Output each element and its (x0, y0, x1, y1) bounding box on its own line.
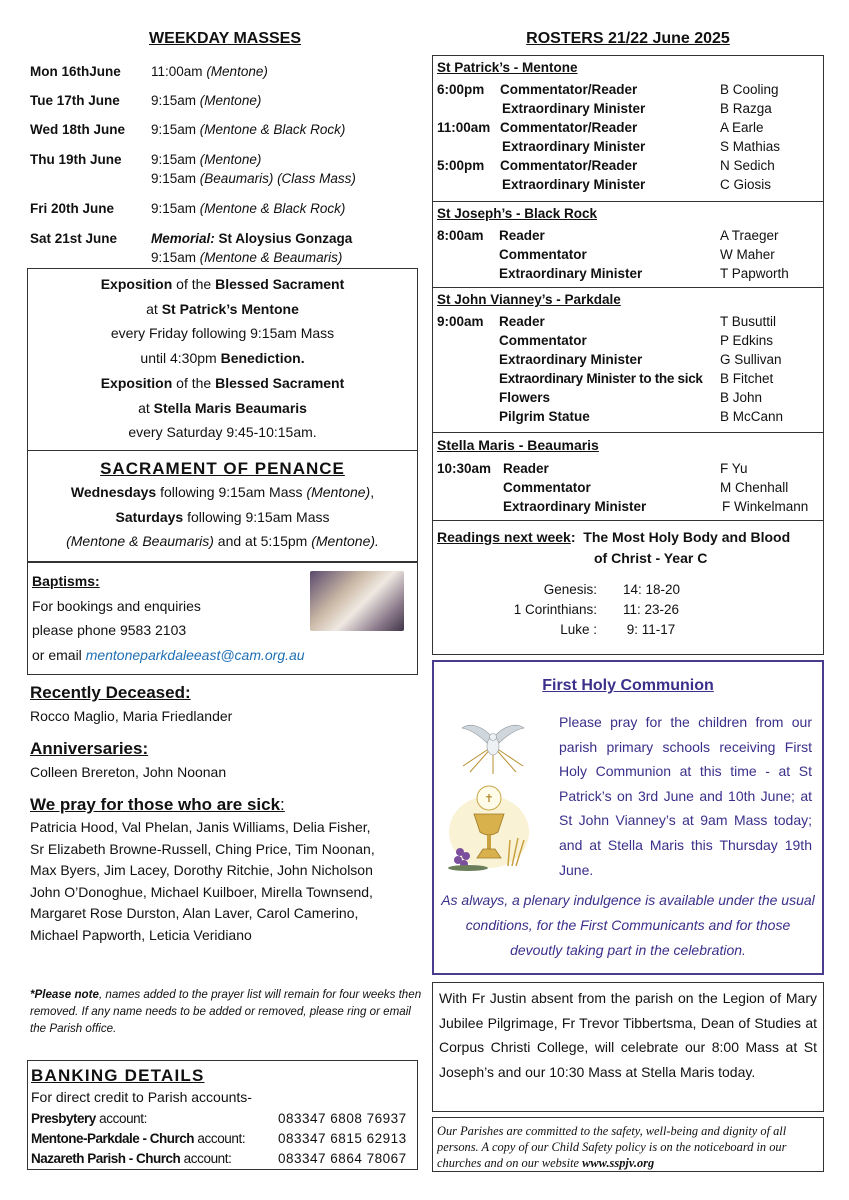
sick-list (30, 817, 425, 946)
roster-name: M Chenhall (720, 480, 789, 495)
roster-role: Reader (503, 461, 549, 476)
sick-heading (30, 795, 285, 815)
roster-name: T Papworth (720, 266, 789, 281)
penance-box (27, 450, 418, 562)
place: (Mentone & Beaumaris) (66, 533, 214, 549)
roster-name: B Razga (720, 101, 772, 116)
baptisms-box (27, 562, 418, 675)
mass-place: (Mentone) (206, 64, 268, 79)
text: at (146, 300, 162, 317)
note-label: *Please note (30, 988, 99, 1001)
weekday-masses-title: WEEKDAY MASSES (148, 30, 302, 47)
roster-role: Reader (499, 228, 545, 243)
roster-name: S Mathias (720, 139, 781, 154)
roster-role: Extraordinary Minister (502, 139, 646, 154)
reading-book: Luke : (560, 622, 597, 637)
bank-row (31, 1129, 411, 1149)
mass-day: Tue 17th June (30, 93, 120, 108)
roster-role: Pilgrim Statue (499, 409, 590, 424)
memorial-label: Memorial: (151, 231, 215, 246)
roster-role: Commentator (499, 247, 587, 262)
sick-line: Michael Papworth, Leticia Veridiano (30, 926, 252, 943)
place: (Mentone). (311, 533, 379, 549)
email-link[interactable]: mentoneparkdaleeast@cam.org.au (85, 646, 305, 663)
sick-title: We pray for those who are sick (30, 795, 281, 814)
mass-place: (Mentone & Black Rock) (199, 122, 346, 137)
mass-day: Sat 21st June (30, 231, 118, 246)
text: and at 5:15pm (213, 533, 312, 549)
roster-time: 8:00am (437, 228, 484, 243)
parish-name: St Joseph’s - Black Rock (437, 206, 598, 221)
communion-box (432, 660, 824, 975)
roster-st-josephs (433, 201, 823, 288)
roster-name: A Earle (720, 120, 764, 135)
communion-title: First Holy Communion (542, 677, 714, 694)
roster-role: Commentator (503, 480, 591, 495)
mass-place: (Mentone) (199, 152, 262, 167)
rosters-box (432, 55, 824, 655)
roster-name: W Maher (720, 247, 775, 262)
mass-time: 9:15am (151, 250, 197, 265)
roster-role: Extraordinary Minister (503, 499, 647, 514)
readings-section (433, 520, 823, 655)
roster-time: 6:00pm (437, 82, 485, 97)
text: or email (32, 646, 86, 663)
sick-line: Max Byers, Jim Lacey, Dorothy Ritchie, John Nicholson (30, 862, 373, 878)
plenary-indulgence-text: As always, a plenary indulgence is available under the usual conditions, for the First Communicants and for those devoutly taking part in the celebration. (441, 892, 815, 958)
roster-role: Extraordinary Minister (499, 266, 643, 281)
communion-prayer-text: Please pray for the children from our parish primary schools receiving First Holy Communion at this time - at St Patrick’s on 3rd June and 10th June; at St John Vianney’s at 9am Mass today; and at Stella Maris this Thursday 19th June. (559, 714, 812, 878)
roster-name: C Giosis (720, 177, 772, 192)
chalice-host-icon (446, 780, 532, 872)
memorial-saint: St Aloysius Gonzaga (218, 231, 353, 246)
banking-box (27, 1060, 418, 1170)
account-number: 083347 6864 78067 (278, 1151, 407, 1166)
text: following 9:15am Mass (156, 484, 307, 500)
roster-st-john-vianneys (433, 287, 823, 433)
roster-name: P Edkins (720, 333, 774, 348)
roster-name: B McCann (720, 409, 784, 424)
mass-day: Fri 20th June (30, 201, 115, 216)
text: account: (95, 1111, 147, 1126)
baptisms-title: Baptisms: (32, 573, 100, 589)
website-link[interactable]: www.sspjv.org (582, 1156, 655, 1170)
mass-place: (Mentone & Black Rock) (199, 201, 346, 216)
roster-st-patricks (433, 56, 823, 201)
readings-feast: The Most Holy Body and Blood (583, 529, 791, 545)
roster-time: 10:30am (437, 461, 492, 476)
mass-time: 9:15am (151, 171, 197, 186)
child-safety-text: Our Parishes are committed to the safety, well-being and dignity of all persons. A copy of our Child Safety policy is on the noticeboard in our churches and on our website (437, 1124, 787, 1170)
baptisms-phone: please phone 9583 2103 (32, 622, 187, 638)
roster-name: B Cooling (720, 82, 779, 97)
mass-place: (Mentone & Beaumaris) (199, 250, 343, 265)
account-name: Mentone-Parkdale - Church (31, 1131, 195, 1146)
fr-justin-notice (432, 982, 824, 1112)
reading-ref: 9: 11-17 (623, 622, 676, 637)
mass-time: 9:15am (151, 201, 197, 216)
reading-ref: 14: 18-20 (623, 582, 681, 597)
benediction: Benediction. (220, 350, 305, 367)
mass-time: 9:15am (151, 122, 197, 137)
readings-label: Readings next week (437, 529, 571, 545)
fr-justin-text: With Fr Justin absent from the parish on the Legion of Mary Jubilee Pilgrimage, Fr Trevor Tibbertsma, Dean of Studies at Corpus Christi College, will celebrate our 8:00 Mass at St Joseph’s and our 10:30 Mass at Stella Maris today. (439, 990, 817, 1080)
banking-intro: For direct credit to Parish accounts- (31, 1089, 252, 1105)
roster-role: Reader (499, 314, 545, 329)
roster-role: Commentator/Reader (500, 82, 638, 97)
parish-name: St John Vianney’s - Parkdale (437, 292, 621, 307)
place: (Mentone) (306, 484, 371, 500)
note-text: , names added to the prayer list will remain for four weeks then removed. If any name needs to be added or removed, please ring or email the Parish office. (30, 988, 422, 1035)
reading-ref: 11: 23-26 (623, 602, 680, 617)
roster-time: 11:00am (437, 120, 491, 135)
sick-line: Patricia Hood, Val Phelan, Janis Williams, Delia Fisher, (30, 819, 371, 835)
roster-role: Extraordinary Minister (502, 101, 646, 116)
account-name: Presbytery (31, 1111, 96, 1126)
reading-book: Genesis: (543, 582, 597, 597)
rosters-title-text: ROSTERS 21/22 June 2025 (526, 30, 730, 47)
baptism-photo (310, 571, 404, 631)
roster-name: B Fitchet (720, 371, 774, 386)
roster-time: 9:00am (437, 314, 484, 329)
child-safety-notice (432, 1117, 824, 1172)
roster-stella-maris (433, 432, 823, 521)
exposition-box (27, 268, 418, 451)
roster-role: Extraordinary Minister (502, 177, 646, 192)
rosters-title (432, 30, 824, 48)
text: : (570, 529, 576, 545)
sick-line: John O’Donoghue, Michael Kuilboer, Mirella Townsend, (30, 883, 373, 900)
account-number: 083347 6808 76937 (278, 1111, 407, 1126)
sick-line: Sr Elizabeth Browne-Russell, Ching Price, Tim Noonan, (30, 840, 375, 857)
weekday: Saturdays (115, 508, 184, 525)
baptisms-text: For bookings and enquiries (32, 597, 201, 614)
mass-day: Wed 18th June (30, 122, 126, 137)
roster-name: G Sullivan (720, 352, 782, 367)
deceased-title: Recently Deceased: (30, 683, 191, 702)
church-name: Stella Maris Beaumaris (153, 399, 307, 416)
text: following 9:15am Mass (183, 508, 330, 525)
exposition-word: Exposition (100, 276, 173, 292)
bank-row (31, 1149, 411, 1169)
text: : (280, 795, 285, 814)
mass-day: Mon 16thJune (30, 64, 121, 79)
roster-name: A Traeger (720, 228, 779, 243)
mass-place: (Mentone) (199, 93, 262, 108)
roster-role: Commentator/Reader (500, 158, 638, 173)
reading-book: 1 Corinthians: (513, 602, 597, 617)
text: until 4:30pm (140, 350, 221, 367)
exposition-schedule: every Friday following 9:15am Mass (110, 325, 335, 342)
roster-name: F Yu (720, 461, 748, 476)
roster-role: Commentator/Reader (500, 120, 638, 135)
weekday: Wednesdays (70, 484, 157, 500)
text: of the (172, 374, 216, 391)
text: at (138, 399, 154, 416)
bank-row (31, 1109, 411, 1129)
mass-place: (Beaumaris) (Class Mass) (199, 171, 356, 186)
blessed-sacrament: Blessed Sacrament (215, 276, 345, 292)
roster-role: Flowers (499, 390, 551, 405)
penance-title: SACRAMENT OF PENANCE (100, 459, 345, 478)
sick-line: Margaret Rose Durston, Alan Laver, Carol Camerino, (30, 905, 359, 921)
mass-time: 9:15am (151, 152, 197, 167)
account-number: 083347 6815 62913 (278, 1131, 407, 1146)
church-name: St Patrick’s Mentone (161, 300, 299, 317)
mass-time: 9:15am (151, 93, 197, 108)
banking-title: BANKING DETAILS (31, 1066, 205, 1085)
roster-name: T Busuttil (720, 314, 777, 329)
roster-role: Commentator (499, 333, 587, 348)
text: account: (194, 1131, 246, 1146)
anniversaries-names: Colleen Brereton, John Noonan (30, 764, 227, 780)
roster-name: F Winkelmann (722, 499, 809, 514)
text: , (370, 484, 375, 500)
exposition-schedule: every Saturday 9:45-10:15am. (128, 424, 317, 441)
blessed-sacrament: Blessed Sacrament (215, 374, 345, 391)
parish-name: Stella Maris - Beaumaris (437, 437, 599, 453)
readings-feast-2: of Christ - Year C (594, 550, 708, 566)
deceased-names: Rocco Maglio, Maria Friedlander (30, 708, 233, 724)
parish-name: St Patrick’s - Mentone (437, 60, 578, 75)
roster-role: Extraordinary Minister (499, 352, 643, 367)
roster-name: N Sedich (720, 158, 775, 173)
readings-heading (437, 529, 790, 545)
dove-icon (458, 716, 528, 774)
text: of the (172, 276, 216, 292)
svg-text:✝: ✝ (484, 792, 494, 805)
roster-role: Extraordinary Minister to the sick (499, 371, 703, 386)
mass-day: Thu 19th June (30, 152, 122, 167)
mass-time: 11:00am (151, 64, 203, 79)
exposition-word: Exposition (100, 374, 173, 391)
account-name: Nazareth Parish - Church (31, 1151, 181, 1166)
prayer-list-note (30, 986, 422, 1037)
anniversaries-title: Anniversaries: (30, 739, 149, 758)
text: account: (180, 1151, 232, 1166)
roster-time: 5:00pm (437, 158, 485, 173)
roster-name: B John (720, 390, 763, 405)
